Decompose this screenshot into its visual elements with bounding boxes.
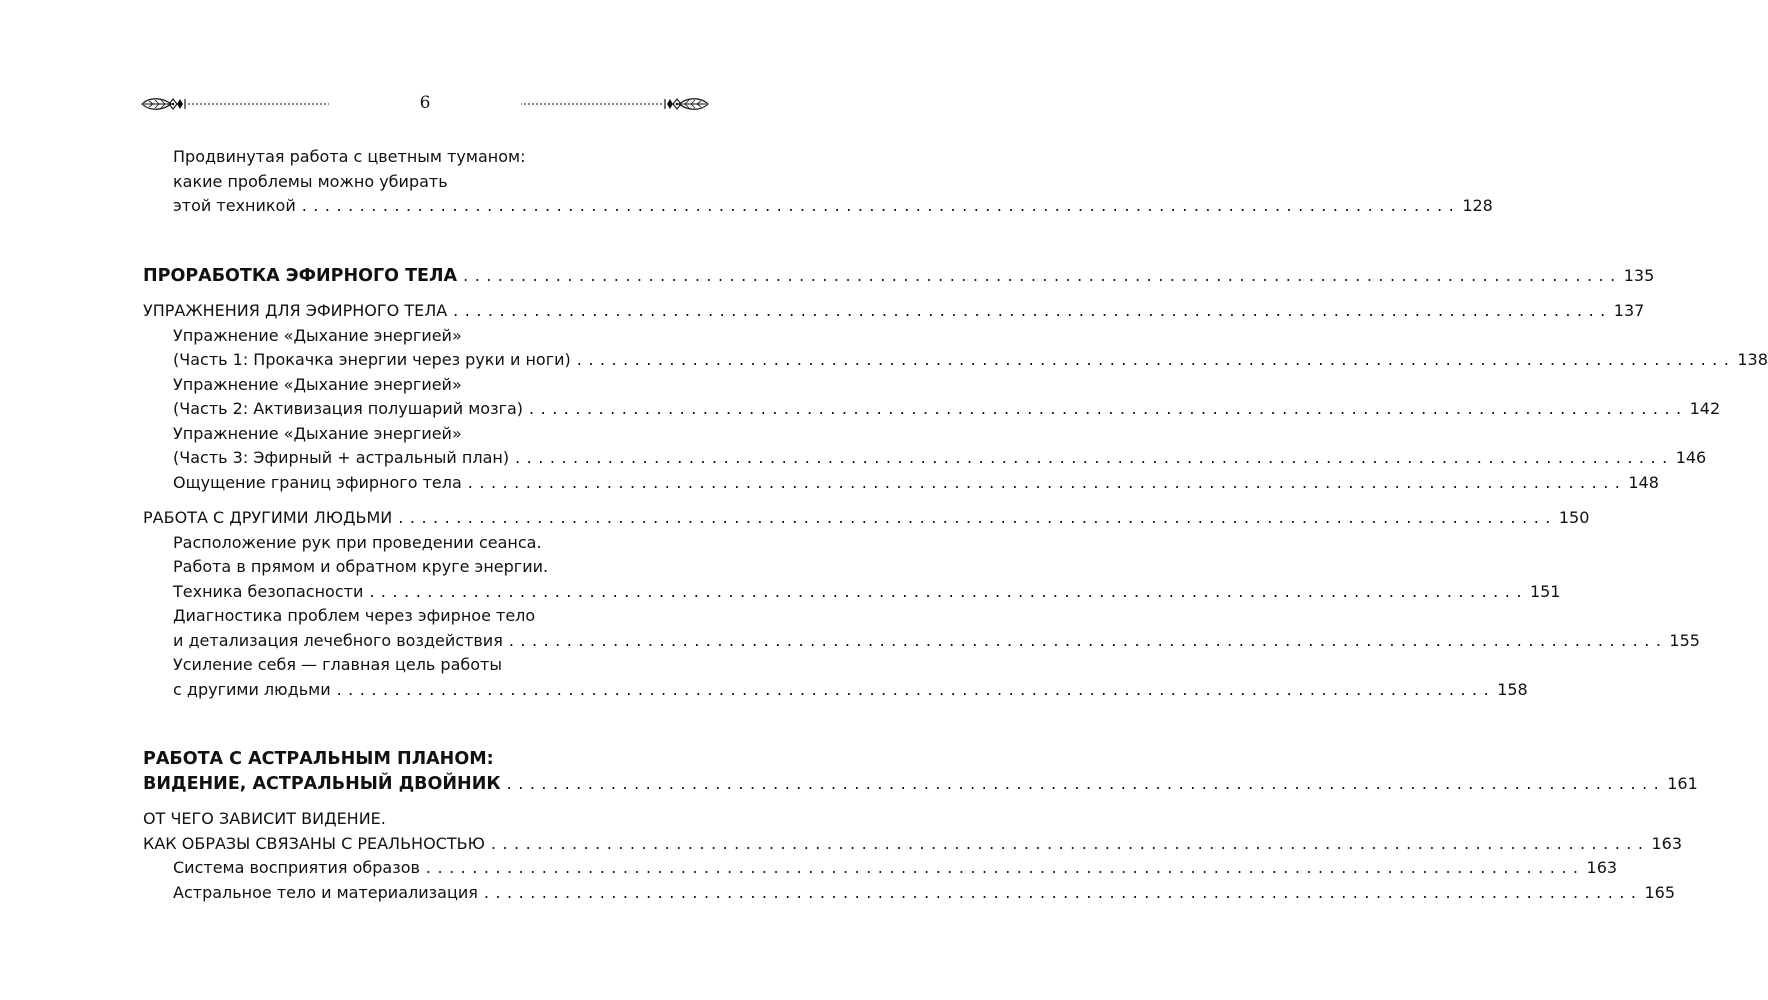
toc-entry [143,373,1721,422]
dot-leader: .................................................................................................... [483,882,1643,902]
toc-page-number: 146 [1675,448,1707,467]
toc-page-number: 148 [1628,472,1659,492]
toc-entry-line: Диагностика проблем через эфирное тело [173,606,536,625]
toc-entry-line: Упражнение «Дыхание энергией» [173,423,462,443]
toc-page-number: 161 [1667,773,1698,793]
dot-leader: .................................................................................................... [425,858,1585,877]
toc-entry-title: Система восприятия образов [173,858,420,877]
toc-entry [143,856,1618,881]
dot-leader: .................................................................................................... [508,630,1668,650]
toc-page-number: 138 [1737,350,1768,369]
toc-entry [143,531,1561,605]
toc-entry-line: Продвинутая работа с цветным туманом: [173,147,526,166]
toc-entry-line: Упражнение «Дыхание энергией» [173,325,462,345]
dot-leader: .................................................................................................... [369,581,1528,601]
toc-entry [143,422,1707,471]
dot-leader: .................................................................................................... [453,301,1612,320]
toc-entry [143,324,1768,373]
page-header [140,92,710,116]
dot-leader: .................................................................................................... [506,773,1666,793]
toc-entry [143,653,1528,702]
toc-entry-line: Работа в прямом и обратном круге энергии. [173,557,549,576]
dot-leader: .................................................................................................... [301,196,1461,215]
dot-leader: .................................................................................................... [398,508,1557,527]
toc-part-entry [143,747,1698,796]
toc-chapter-entry [143,807,1683,856]
toc-entry-line: Усиление себя — главная цель работы [173,655,502,674]
toc-entry-line: какие проблемы можно убирать [173,171,448,191]
toc-chapter-entry [143,299,1645,324]
page-number: 6 [419,93,431,113]
toc-entry-title: ВИДЕНИЕ, АСТРАЛЬНЫЙ ДВОЙНИК [143,773,501,794]
toc-entry-title: (Часть 2: Активизация полушарий мозга) [173,399,524,418]
toc-entry-title: Ощущение границ эфирного тела [173,472,462,492]
table-of-contents [143,145,1768,905]
toc-page-number: 151 [1529,581,1561,601]
toc-entry-title: РАБОТА С ДРУГИМИ ЛЮДЬМИ [143,508,393,527]
toc-entry-title: Астральное тело и материализация [173,882,478,902]
toc-page-number: 150 [1558,508,1590,527]
toc-entry-title: (Часть 3: Эфирный + астральный план) [173,448,510,467]
toc-page-number: 142 [1689,399,1721,418]
toc-page-number: 165 [1644,882,1675,902]
toc-entry [143,604,1700,653]
toc-entry-title: (Часть 1: Прокачка энергии через руки и ноги) [173,350,571,369]
toc-entry [143,145,1493,219]
dot-leader: .................................................................................................... [529,399,1688,418]
dot-leader: .................................................................................................... [490,833,1650,853]
toc-page-number: 128 [1462,196,1493,215]
toc-entry-line: Расположение рук при проведении сеанса. [173,532,542,552]
toc-page-number: 158 [1497,679,1528,699]
toc-entry-title: ПРОРАБОТКА ЭФИРНОГО ТЕЛА [143,265,458,286]
toc-entry-line: ОТ ЧЕГО ЗАВИСИТ ВИДЕНИЕ. [143,809,386,828]
dot-leader: .................................................................................................... [336,679,1496,699]
dot-leader: .................................................................................................... [467,472,1627,492]
feather-ornament-icon [520,96,710,112]
toc-page-number: 137 [1613,301,1645,320]
dot-leader: .................................................................................................... [463,265,1622,285]
toc-entry-title: этой техникой [173,196,296,215]
toc-entry-title: с другими людьми [173,679,331,699]
toc-entry-title: и детализация лечебного воздействия [173,630,503,650]
toc-page-number: 163 [1651,833,1683,853]
toc-page-number: 155 [1669,630,1700,650]
toc-entry [143,881,1675,906]
toc-entry [143,471,1659,496]
toc-entry-title: КАК ОБРАЗЫ СВЯЗАНЫ С РЕАЛЬНОСТЬЮ [143,833,485,853]
toc-entry-title: Техника безопасности [173,581,364,601]
dot-leader: .................................................................................................... [576,350,1736,369]
dot-leader: .................................................................................................... [515,448,1674,467]
toc-page-number: 135 [1623,265,1655,285]
toc-chapter-entry [143,506,1590,531]
toc-entry-title: УПРАЖНЕНИЯ ДЛЯ ЭФИРНОГО ТЕЛА [143,301,448,320]
toc-entry-line: Упражнение «Дыхание энергией» [173,374,462,394]
toc-part-entry [143,264,1655,289]
toc-page-number: 163 [1586,858,1618,877]
toc-entry-line: РАБОТА С АСТРАЛЬНЫМ ПЛАНОМ: [143,749,494,769]
